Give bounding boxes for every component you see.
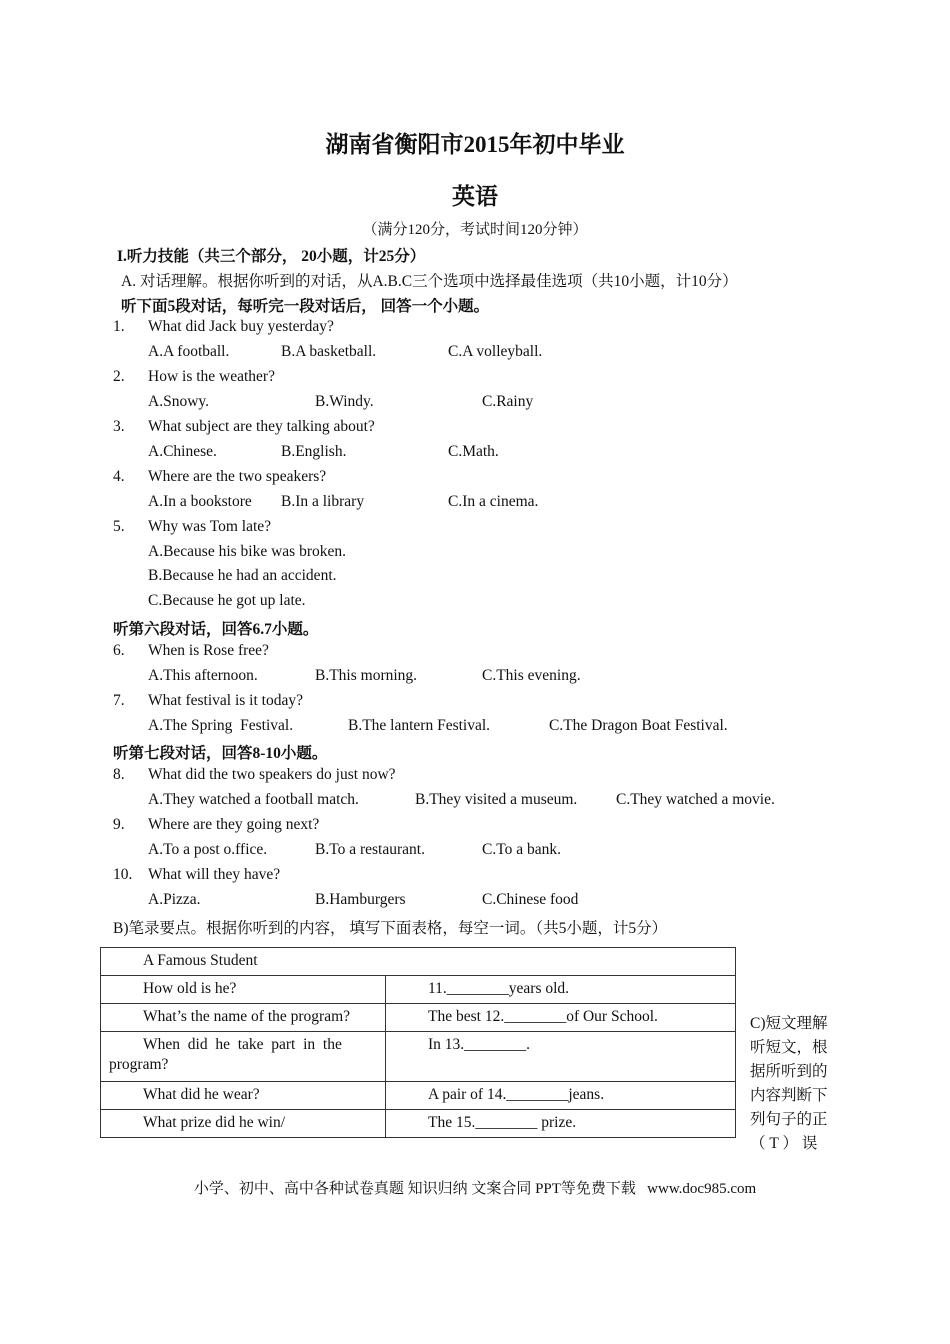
option-a: A.They watched a football match.: [148, 791, 359, 808]
option-b: B.English.: [281, 443, 347, 460]
table-cell: [386, 1004, 736, 1032]
option-a: A.Snowy.: [148, 393, 210, 410]
table-answer-blank: The 15.________ prize.: [428, 1114, 577, 1131]
option-c: C.A volleyball.: [448, 343, 543, 360]
question-text: Why was Tom late?: [148, 518, 272, 535]
table-cell: [386, 1110, 736, 1138]
option-c: C.This evening.: [482, 667, 581, 684]
section-b-heading: B)笔录要点。根据你听到的内容， 填写下面表格，每空一词。（共5小题，计5分）: [113, 920, 668, 937]
option-c: C.Chinese food: [482, 891, 579, 908]
table-header: A Famous Student: [143, 952, 258, 969]
section-c-line: 据所听到的: [750, 1063, 828, 1080]
question-number: 6.: [113, 642, 125, 659]
table-row: [101, 1032, 736, 1082]
option-c: C.Because he got up late.: [148, 592, 306, 609]
question-text: Where are the two speakers?: [148, 468, 327, 485]
option-b: B.A basketball.: [281, 343, 377, 360]
question-text: What will they have?: [148, 866, 281, 883]
section-c-line: （ T ） 误: [750, 1135, 818, 1152]
table-question: When did he take part in the: [143, 1036, 342, 1053]
question-text: When is Rose free?: [148, 642, 269, 659]
option-a: A.Because his bike was broken.: [148, 543, 347, 560]
option-a: A.To a post o.ffice.: [148, 841, 268, 858]
table-cell: [101, 1110, 386, 1138]
table-header-cell: [101, 948, 736, 976]
option-b: B.Hamburgers: [315, 891, 406, 908]
option-b: B.Because he had an accident.: [148, 567, 337, 584]
subject-title: 英语: [452, 184, 498, 209]
question-text: What did the two speakers do just now?: [148, 766, 396, 783]
table-row: [101, 976, 736, 1004]
table-cell: [101, 1004, 386, 1032]
table-cell: [386, 1082, 736, 1110]
table-cell: [101, 1032, 386, 1082]
option-c: C.In a cinema.: [448, 493, 539, 510]
section-c-line: C)短文理解: [750, 1015, 828, 1032]
section-c-text: [750, 1012, 838, 1156]
question-number: 2.: [113, 368, 125, 385]
table-row: [101, 1082, 736, 1110]
notes-table: [100, 947, 736, 1138]
option-c: C.To a bank.: [482, 841, 561, 858]
table-question: What prize did he win/: [143, 1114, 286, 1131]
instruction-8-10: 听第七段对话，回答8-10小题。: [113, 745, 328, 762]
section-c-line: 听短文，根: [750, 1039, 828, 1056]
question-number: 8.: [113, 766, 125, 783]
question-text: What subject are they talking about?: [148, 418, 375, 435]
question-text: Where are they going next?: [148, 816, 320, 833]
exam-title: 湖南省衡阳市2015年初中毕业: [325, 132, 625, 157]
question-number: 4.: [113, 468, 125, 485]
question-text: What did Jack buy yesterday?: [148, 318, 334, 335]
table-question: How old is he?: [143, 980, 237, 997]
question-number: 7.: [113, 692, 125, 709]
option-b: B.The lantern Festival.: [348, 717, 491, 734]
option-b: B.This morning.: [315, 667, 418, 684]
option-c: C.Math.: [448, 443, 499, 460]
table-cell: [386, 1032, 736, 1082]
option-c: C.They watched a movie.: [616, 791, 775, 808]
option-a: A.In a bookstore: [148, 493, 252, 510]
question-text: What festival is it today?: [148, 692, 303, 709]
section-c-line: 内容判断下: [750, 1087, 828, 1104]
option-a: A.This afternoon.: [148, 667, 258, 684]
question-number: 5.: [113, 518, 125, 535]
option-b: B.Windy.: [315, 393, 374, 410]
instruction-1-5: 听下面5段对话，每听完一段对话后， 回答一个小题。: [121, 298, 490, 315]
option-b: B.They visited a museum.: [415, 791, 578, 808]
table-answer-blank: The best 12.________of Our School.: [428, 1008, 658, 1025]
instruction-6-7: 听第六段对话，回答6.7小题。: [113, 621, 319, 638]
option-c: C.Rainy: [482, 393, 534, 410]
question-number: 9.: [113, 816, 125, 833]
option-a: A.Chinese.: [148, 443, 217, 460]
section-c-line: 列句子的正: [750, 1111, 828, 1128]
table-cell: [101, 1082, 386, 1110]
option-a: A.Pizza.: [148, 891, 201, 908]
table-answer-blank: 11.________years old.: [428, 980, 570, 997]
table-row: [101, 948, 736, 976]
option-b: B.To a restaurant.: [315, 841, 425, 858]
table-cell: [101, 976, 386, 1004]
table-cell: [386, 976, 736, 1004]
part1-heading: I.听力技能（共三个部分， 20小题，计25分）: [117, 248, 426, 265]
table-row: [101, 1004, 736, 1032]
option-a: A.A football.: [148, 343, 230, 360]
footer-download-text: 小学、初中、高中各种试卷真题 知识归纳 文案合同 PPT等免费下载 www.doc985.com: [193, 1181, 757, 1197]
table-question-continued: program?: [109, 1056, 169, 1073]
table-question: What’s the name of the program?: [143, 1008, 351, 1025]
section-a-heading: A. 对话理解。根据你听到的对话，从A.B.C三个选项中选择最佳选项（共10小题，计10分）: [121, 273, 738, 290]
table-answer-blank: In 13.________.: [428, 1036, 531, 1053]
table-answer-blank: A pair of 14.________jeans.: [428, 1086, 605, 1103]
question-text: How is the weather?: [148, 368, 275, 385]
question-number: 10.: [113, 866, 133, 883]
option-c: C.The Dragon Boat Festival.: [549, 717, 728, 734]
table-row: [101, 1110, 736, 1138]
table-question: What did he wear?: [143, 1086, 260, 1103]
exam-note: （满分120分，考试时间120分钟）: [362, 222, 588, 238]
option-a: A.The Spring Festival.: [148, 717, 294, 734]
question-number: 3.: [113, 418, 125, 435]
question-number: 1.: [113, 318, 125, 335]
option-b: B.In a library: [281, 493, 365, 510]
